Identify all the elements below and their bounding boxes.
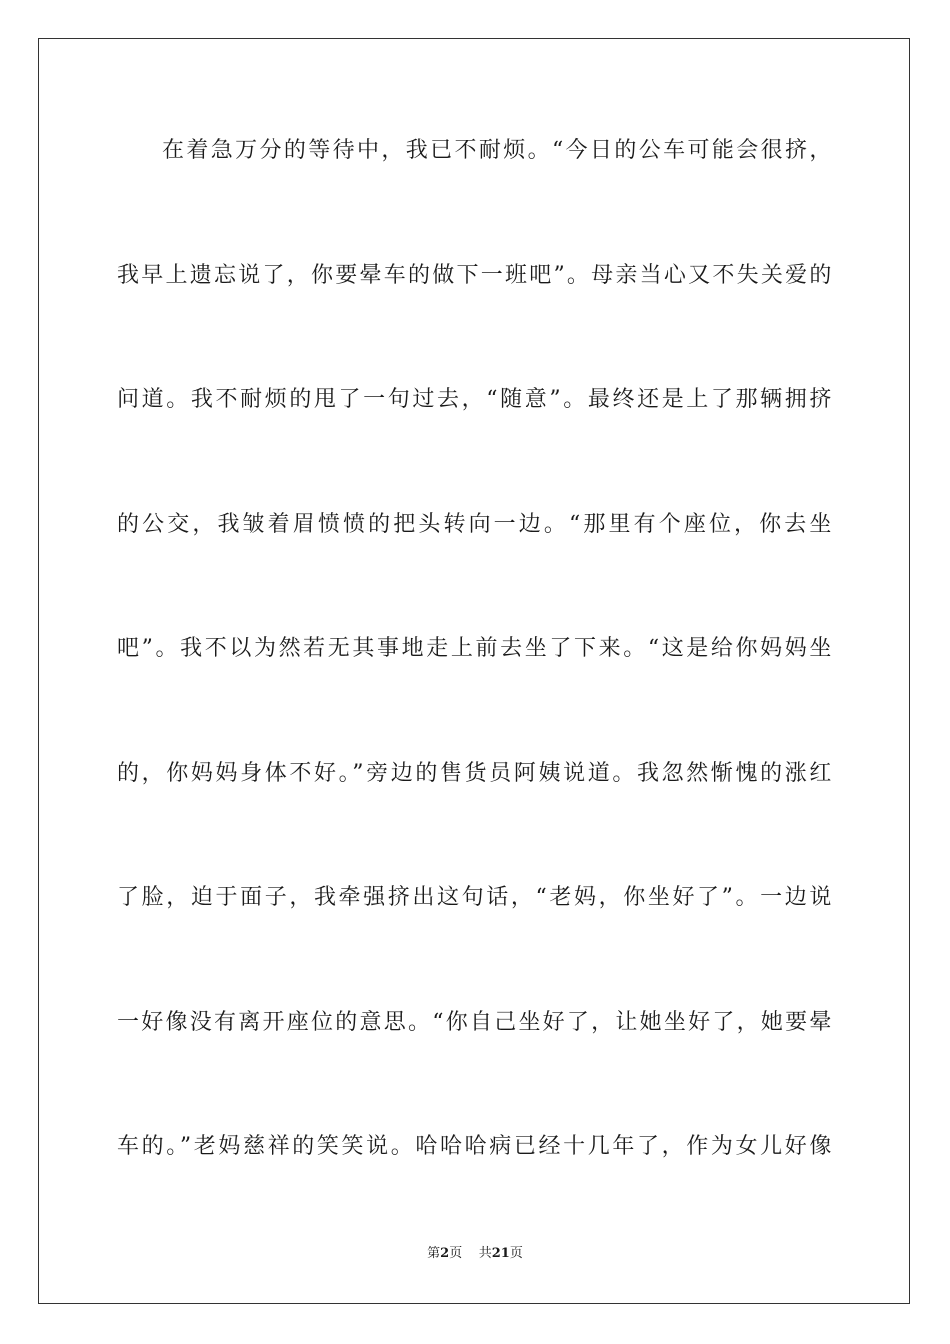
page-prefix: 第 [427, 1246, 441, 1261]
paragraph-line-3: 问道。我不耐烦的甩了一句过去，“随意”。最终还是上了那辆拥挤 [117, 387, 832, 412]
paragraph-line-4: 的公交，我皱着眉愤愤的把头转向一边。“那里有个座位，你去坐 [117, 512, 832, 537]
paragraph-line-7: 了脸，迫于面子，我牵强挤出这句话，“老妈，你坐好了”。一边说 [117, 885, 832, 910]
paragraph-line-5: 吧”。我不以为然若无其事地走上前去坐了下来。“这是给你妈妈坐 [117, 636, 832, 661]
page-suffix: 页 [449, 1246, 463, 1261]
paragraph-line-9: 车的。”老妈慈祥的笑笑说。哈哈哈病已经十几年了，作为女儿好像 [117, 1134, 832, 1159]
total-prefix: 共 [478, 1246, 492, 1261]
paragraph-line-6: 的，你妈妈身体不好。”旁边的售货员阿姨说道。我忽然惭愧的涨红 [117, 761, 832, 786]
page-number: 2 [440, 1246, 450, 1261]
paragraph-line-8: 一好像没有离开座位的意思。“你自己坐好了，让她坐好了，她要晕 [117, 1010, 832, 1035]
paragraph-line-2: 我早上遗忘说了，你要晕车的做下一班吧”。母亲当心又不失关爱的 [117, 263, 832, 288]
total-pages: 21 [491, 1246, 510, 1261]
total-suffix: 页 [509, 1246, 523, 1261]
page-footer [0, 1245, 950, 1263]
paragraph-line-1: 在着急万分的等待中，我已不耐烦。“今日的公车可能会很挤， [162, 138, 832, 163]
page-border [38, 38, 910, 1304]
